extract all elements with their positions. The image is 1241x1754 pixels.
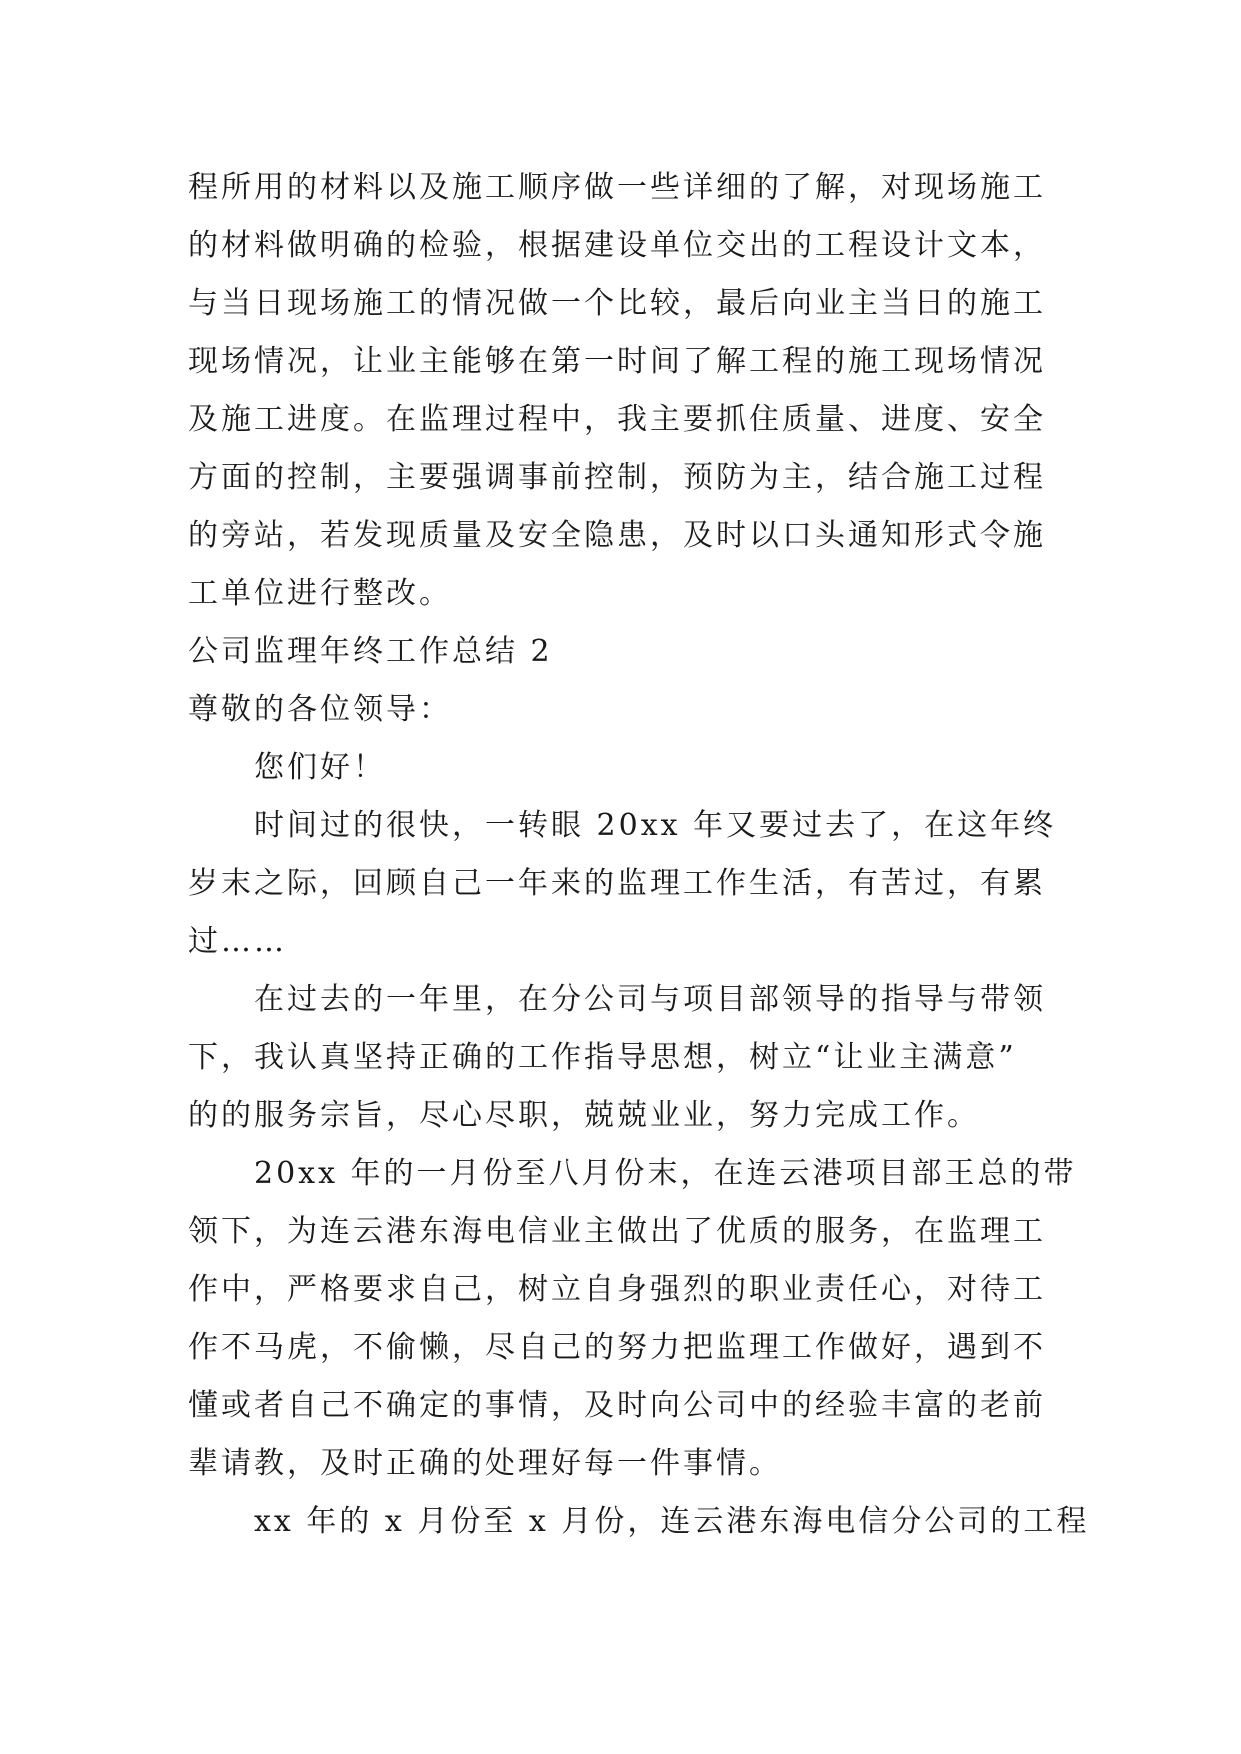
text-line: xx 年的 x 月份至 x 月份，连云港东海电信分公司的工程 <box>254 1504 1090 1539</box>
section-heading: 公司监理年终工作总结 2 <box>188 634 553 669</box>
text-line: 岁末之际，回顾自己一年来的监理工作生活，有苦过，有累 <box>188 866 1046 901</box>
salutation: 尊敬的各位领导： <box>188 692 452 727</box>
text-line: 辈请教，及时正确的处理好每一件事情。 <box>188 1446 782 1481</box>
text-line: 过…… <box>188 924 287 959</box>
text-line: 20xx 年的一月份至八月份末，在连云港项目部王总的带 <box>254 1156 1077 1191</box>
text-line: 领下，为连云港东海电信业主做出了优质的服务，在监理工 <box>188 1214 1046 1249</box>
text-line: 的的服务宗旨，尽心尽职，兢兢业业，努力完成工作。 <box>188 1098 980 1133</box>
text-line: 懂或者自己不确定的事情，及时向公司中的经验丰富的老前 <box>188 1388 1046 1423</box>
text-line: 现场情况，让业主能够在第一时间了解工程的施工现场情况 <box>188 344 1046 379</box>
text-line: 的旁站，若发现质量及安全隐患，及时以口头通知形式令施 <box>188 518 1046 553</box>
text-line: 在过去的一年里，在分公司与项目部领导的指导与带领 <box>254 982 1046 1017</box>
document-body <box>188 159 1090 1551</box>
text-line: 及施工进度。在监理过程中，我主要抓住质量、进度、安全 <box>188 402 1046 437</box>
text-line: 下，我认真坚持正确的工作指导思想，树立“让业主满意” <box>188 1040 1017 1075</box>
text-line: 时间过的很快，一转眼 20xx 年又要过去了，在这年终 <box>254 808 1057 843</box>
text-line: 程所用的材料以及施工顺序做一些详细的了解，对现场施工 <box>188 170 1046 205</box>
greeting: 您们好！ <box>254 750 386 785</box>
text-line: 工单位进行整改。 <box>188 576 452 611</box>
text-line: 作不马虎，不偷懒，尽自己的努力把监理工作做好，遇到不 <box>188 1330 1046 1365</box>
text-line: 的材料做明确的检验，根据建设单位交出的工程设计文本， <box>188 228 1046 263</box>
text-line: 作中，严格要求自己，树立自身强烈的职业责任心，对待工 <box>188 1272 1046 1307</box>
text-line: 方面的控制，主要强调事前控制，预防为主，结合施工过程 <box>188 460 1046 495</box>
text-line: 与当日现场施工的情况做一个比较，最后向业主当日的施工 <box>188 286 1046 321</box>
